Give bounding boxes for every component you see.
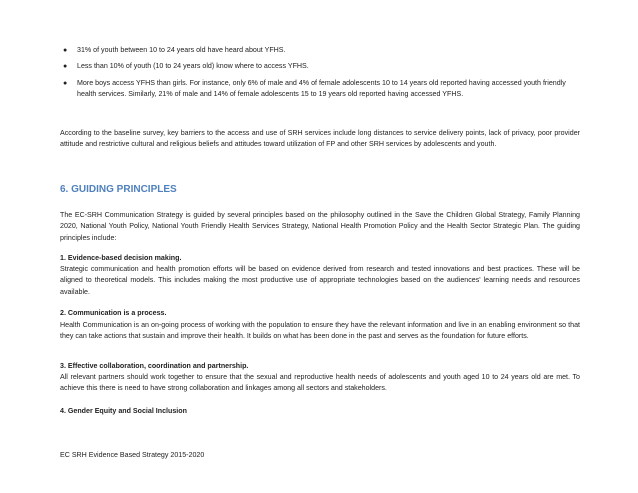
principle-body-1: Strategic communication and health promotion efforts will be based on evidence derived from research and tested innovations and best practices. These will be aligned to theoretical models. This includes making the most productive use of appropriate technologies based on the audiences' learning needs and resources available.: [60, 265, 580, 296]
principle-title-3: 3. Effective collaboration, coordination and partnership.: [60, 362, 249, 370]
bullet-icon: ●: [63, 79, 68, 87]
intro-paragraph: The EC-SRH Communication Strategy is guided by several principles based on the philosophy outlined in the Save the Children Global Strategy, Family Planning 2020, National Youth Policy, National Youth Friendly Health Services Strategy, National Health Promotion Policy and the Health Sector Strategic Plan. The guiding principles include:: [60, 211, 580, 242]
principle-title-2: 2. Communication is a process.: [60, 309, 167, 317]
barriers-paragraph: According to the baseline survey, key barriers to the access and use of SRH services include long distances to service delivery points, lack of privacy, poor provider attitude and restrictive cultural and religious beliefs and attitudes toward utilization of FP and other SRH services by adolescents and youth.: [60, 129, 580, 149]
bullet-icon: ●: [63, 47, 68, 54]
bullet-item: [60, 78, 580, 101]
bullet-item: [60, 45, 580, 56]
bullet-text: Less than 10% of youth (10 to 24 years old) know where to access YFHS.: [77, 62, 309, 71]
principle-body-3: All relevant partners should work together to ensure that the sexual and reproductive health needs of adolescents and youth aged 10 to 24 years old are met. To achieve this there is need to have strong collaboration and linkages among all sectors and stakeholders.: [60, 373, 580, 393]
statistics-bullet-list: [60, 45, 580, 106]
section-heading: 6. GUIDING PRINCIPLES: [60, 184, 177, 195]
bullet-text: 31% of youth between 10 to 24 years old have heard about YFHS.: [77, 46, 286, 54]
principle-title-1: 1. Evidence-based decision making.: [60, 254, 182, 262]
bullet-text: More boys access YFHS than girls. For instance, only 6% of male and 4% of female adolescents 10 to 14 years old reported having accessed youth friendly health services. Similarly, 21% of male and 14% of female adolescents 15 to 19 years old reported having accessed YFHS.: [77, 78, 566, 99]
bullet-item: [60, 61, 580, 72]
bullet-icon: ●: [63, 63, 68, 71]
principle-title-4: 4. Gender Equity and Social Inclusion: [60, 407, 187, 415]
page-footer: EC SRH Evidence Based Strategy 2015-2020: [60, 451, 205, 459]
principle-body-2: Health Communication is an on-going process of working with the population to ensure they have the relevant information and live in an enabling environment so that they can take actions that sustain and improve their health. It builds on what has been done in the past and serves as the foundation for future efforts.: [60, 321, 580, 341]
